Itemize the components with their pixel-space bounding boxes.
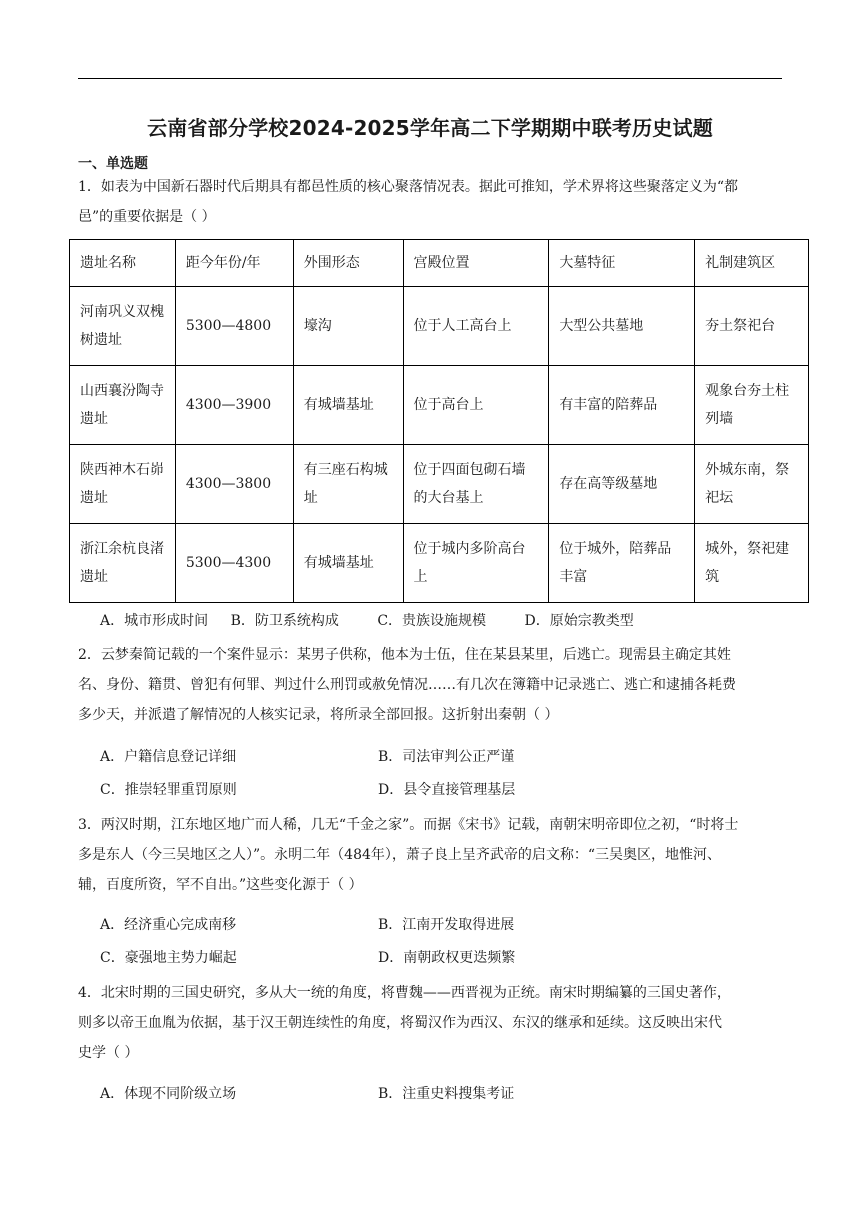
table-cell: 陕西神木石峁遗址 [70,445,176,524]
option-c[interactable]: C．推崇轻罪重罚原则 [100,782,237,798]
table-cell: 有三座石构城址 [293,445,403,524]
option-d[interactable]: D．原始宗教类型 [524,613,634,629]
option-b[interactable]: B．注重史料搜集考证 [378,1086,515,1102]
table-cell: 4300—3800 [175,445,293,524]
table-cell: 位于四面包砌石墙的大台基上 [403,445,549,524]
table-row [70,445,809,524]
question-4-stem [78,978,782,1068]
stem-line: 邑”的重要依据是（ ） [78,209,216,225]
stem-line: 辅，百度所资，罕不自出。”这些变化源于（ ） [78,877,363,893]
table-header-cell: 宫殿位置 [403,240,549,287]
table-cell: 河南巩义双槐树遗址 [70,287,176,366]
table-header-cell: 礼制建筑区 [695,240,809,287]
option-b[interactable]: B．司法审判公正严谨 [378,749,515,765]
stem-line: 4．北宋时期的三国史研究，多从大一统的角度，将曹魏——西晋视为正统。南宋时期编纂的三国史著作， [78,985,731,1001]
option-a[interactable]: A．经济重心完成南移 [100,917,237,933]
table-cell: 壕沟 [293,287,403,366]
question-2-stem [78,640,782,730]
option-d[interactable]: D．南朝政权更迭频繁 [378,950,516,966]
option-c[interactable]: C．豪强地主势力崛起 [100,950,237,966]
option-a[interactable]: A．城市形成时间 [100,613,209,629]
option-c[interactable]: C．贵族设施规模 [377,613,487,629]
table-header-cell: 外围形态 [293,240,403,287]
table-cell: 5300—4800 [175,287,293,366]
table-cell: 大型公共墓地 [549,287,695,366]
question-1-options [100,609,652,633]
stem-line: 3．两汉时期，江东地区地广而人稀，几无“千金之家”。而据《宋书》记载，南朝宋明帝即位之初，“时将士 [78,817,739,833]
stem-line: 多少天，并派遣了解情况的人核实记录，将所录全部回报。这折射出秦朝（ ） [78,707,559,723]
table-row [70,287,809,366]
table-cell: 浙江余杭良渚遗址 [70,524,176,603]
stem-line: 史学（ ） [78,1045,139,1061]
table-cell: 外城东南，祭祀坛 [695,445,809,524]
stem-line: 1．如表为中国新石器时代后期具有都邑性质的核心聚落情况表。据此可推知，学术界将这些聚落定义为“都 [78,179,739,195]
stem-line: 2．云梦秦简记载的一个案件显示：某男子供称，他本为士伍，住在某县某里，后逃亡。现需县主确定其姓 [78,647,731,663]
table-cell: 城外，祭祀建筑 [695,524,809,603]
option-b[interactable]: B．防卫系统构成 [230,613,339,629]
top-rule [78,78,782,79]
table-row [70,366,809,445]
question-1-stem [78,172,782,232]
table-cell: 有丰富的陪葬品 [549,366,695,445]
stem-line: 则多以帝王血胤为依据，基于汉王朝连续性的角度，将蜀汉作为西汉、东汉的继承和延续。这反映出宋代 [78,1015,722,1031]
section-heading: 一、单选题 [78,156,148,172]
option-a[interactable]: A．体现不同阶级立场 [100,1086,237,1102]
table-header-row [70,240,809,287]
question-3-stem [78,810,782,900]
table-row [70,524,809,603]
table-cell: 有城墙基址 [293,366,403,445]
table-cell: 位于人工高台上 [403,287,549,366]
table-cell: 存在高等级墓地 [549,445,695,524]
table-cell: 4300—3900 [175,366,293,445]
page-title: 云南省部分学校2024-2025学年高二下学期期中联考历史试题 [147,116,713,140]
table-cell: 观象台夯土柱列墙 [695,366,809,445]
option-a[interactable]: A．户籍信息登记详细 [100,749,237,765]
table-cell: 有城墙基址 [293,524,403,603]
table-cell: 位于城内多阶高台上 [403,524,549,603]
stem-line: 多是东人（今三吴地区之人）”。永明二年（484年），萧子良上呈齐武帝的启文称：“三吴奥区，地惟河、 [78,847,722,863]
stem-line: 名、身份、籍贯、曾犯有何罪、判过什么刑罚或赦免情况……有几次在簿籍中记录逃亡、逃亡和逮捕各耗费 [78,677,736,693]
settlement-table [69,239,809,603]
table-cell: 山西襄汾陶寺遗址 [70,366,176,445]
table-header-cell: 遗址名称 [70,240,176,287]
table-header-cell: 距今年份/年 [175,240,293,287]
table-cell: 夯土祭祀台 [695,287,809,366]
table-cell: 位于高台上 [403,366,549,445]
table-header-cell: 大墓特征 [549,240,695,287]
option-b[interactable]: B．江南开发取得进展 [378,917,515,933]
option-d[interactable]: D．县令直接管理基层 [378,782,516,798]
table-cell: 位于城外，陪葬品丰富 [549,524,695,603]
table-cell: 5300—4300 [175,524,293,603]
